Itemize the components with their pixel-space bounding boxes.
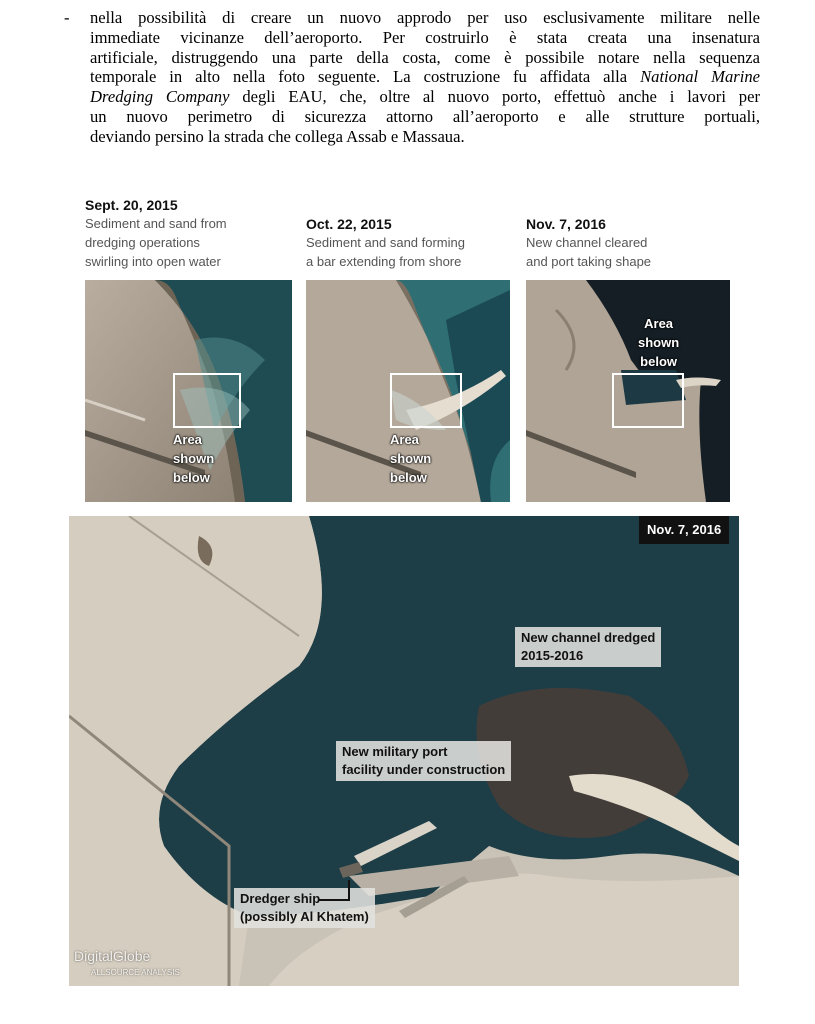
area-label-line: shown xyxy=(638,335,680,350)
area-box xyxy=(173,373,241,428)
panel-date: Nov. 7, 2016 xyxy=(526,216,606,232)
area-box xyxy=(390,373,462,428)
area-label-line: below xyxy=(640,354,677,369)
company-name-italic: Dredging Company xyxy=(90,87,230,107)
area-label-line: below xyxy=(390,470,427,485)
list-dash: - xyxy=(64,8,70,27)
paragraph-line xyxy=(90,67,760,87)
panel-desc: dredging operations xyxy=(85,235,200,250)
paragraph-text: degli EAU, che, oltre al nuovo porto, effettuò anche i lavori per xyxy=(229,87,760,107)
paragraph-line: immediate vicinanze dell’aeroporto. Per costruirlo è stata creata una insenatura xyxy=(90,27,760,47)
area-label-line: shown xyxy=(390,451,432,466)
panel-desc: swirling into open water xyxy=(85,254,221,269)
area-label-line: below xyxy=(173,470,210,485)
paragraph-line xyxy=(90,87,760,107)
paragraph-line: deviando persino la strada che collega Assab e Massaua. xyxy=(90,126,465,146)
callout-line: (possibly Al Khatem) xyxy=(240,909,369,924)
satellite-panel-3 xyxy=(526,280,730,502)
panel-desc: and port taking shape xyxy=(526,254,652,269)
panel-desc: a bar extending from shore xyxy=(306,254,462,269)
area-label-line: Area xyxy=(644,316,674,331)
callout-line: New military port xyxy=(342,744,448,759)
panel-desc: Sediment and sand forming xyxy=(306,235,465,250)
callout-line: New channel dredged xyxy=(521,630,656,645)
callout-military-port xyxy=(336,741,511,781)
digitalglobe-watermark: DigitalGlobe xyxy=(74,948,151,964)
paragraph-line: nella possibilità di creare un nuovo approdo per uso esclusivamente militare nelle xyxy=(90,8,760,27)
area-label xyxy=(390,430,431,487)
body-paragraph xyxy=(60,8,760,147)
panel-desc: Sediment and sand from xyxy=(85,216,227,231)
panel-caption-1 xyxy=(85,196,227,271)
panel-date: Oct. 22, 2015 xyxy=(306,216,392,232)
main-date-badge: Nov. 7, 2016 xyxy=(639,516,729,544)
area-label-line: shown xyxy=(173,451,215,466)
paragraph-line: un nuovo perimetro di sicurezza attorno all’aeroporto e alle strutture portuali, xyxy=(90,106,760,126)
area-label-line: Area xyxy=(390,432,419,447)
panel-caption-2 xyxy=(306,215,465,271)
panel-date: Sept. 20, 2015 xyxy=(85,197,178,213)
area-label-line: Area xyxy=(173,432,202,447)
satellite-panel-1 xyxy=(85,280,292,502)
area-label xyxy=(638,314,679,371)
main-satellite-image xyxy=(69,516,739,986)
satellite-panel-2 xyxy=(306,280,510,502)
panel-desc: New channel cleared xyxy=(526,235,648,250)
area-label xyxy=(173,430,214,487)
paragraph-line: artificiale, distruggendo una parte della costa, come è possibile notare nella sequenza xyxy=(90,47,760,67)
callout-line: facility under construction xyxy=(342,762,506,777)
callout-new-channel xyxy=(515,627,661,667)
paragraph-text: temporale in alto nella foto seguente. La costruzione fu affidata alla xyxy=(90,67,628,87)
dredger-leader-line xyxy=(319,876,369,906)
callout-line: Dredger ship xyxy=(240,891,321,906)
watermark-subtext: ALLSOURCE ANALYSIS xyxy=(91,968,180,977)
company-name-italic: National Marine xyxy=(640,67,760,87)
panel-caption-3 xyxy=(526,215,651,271)
callout-line: 2015-2016 xyxy=(521,648,584,663)
area-box xyxy=(612,373,684,428)
